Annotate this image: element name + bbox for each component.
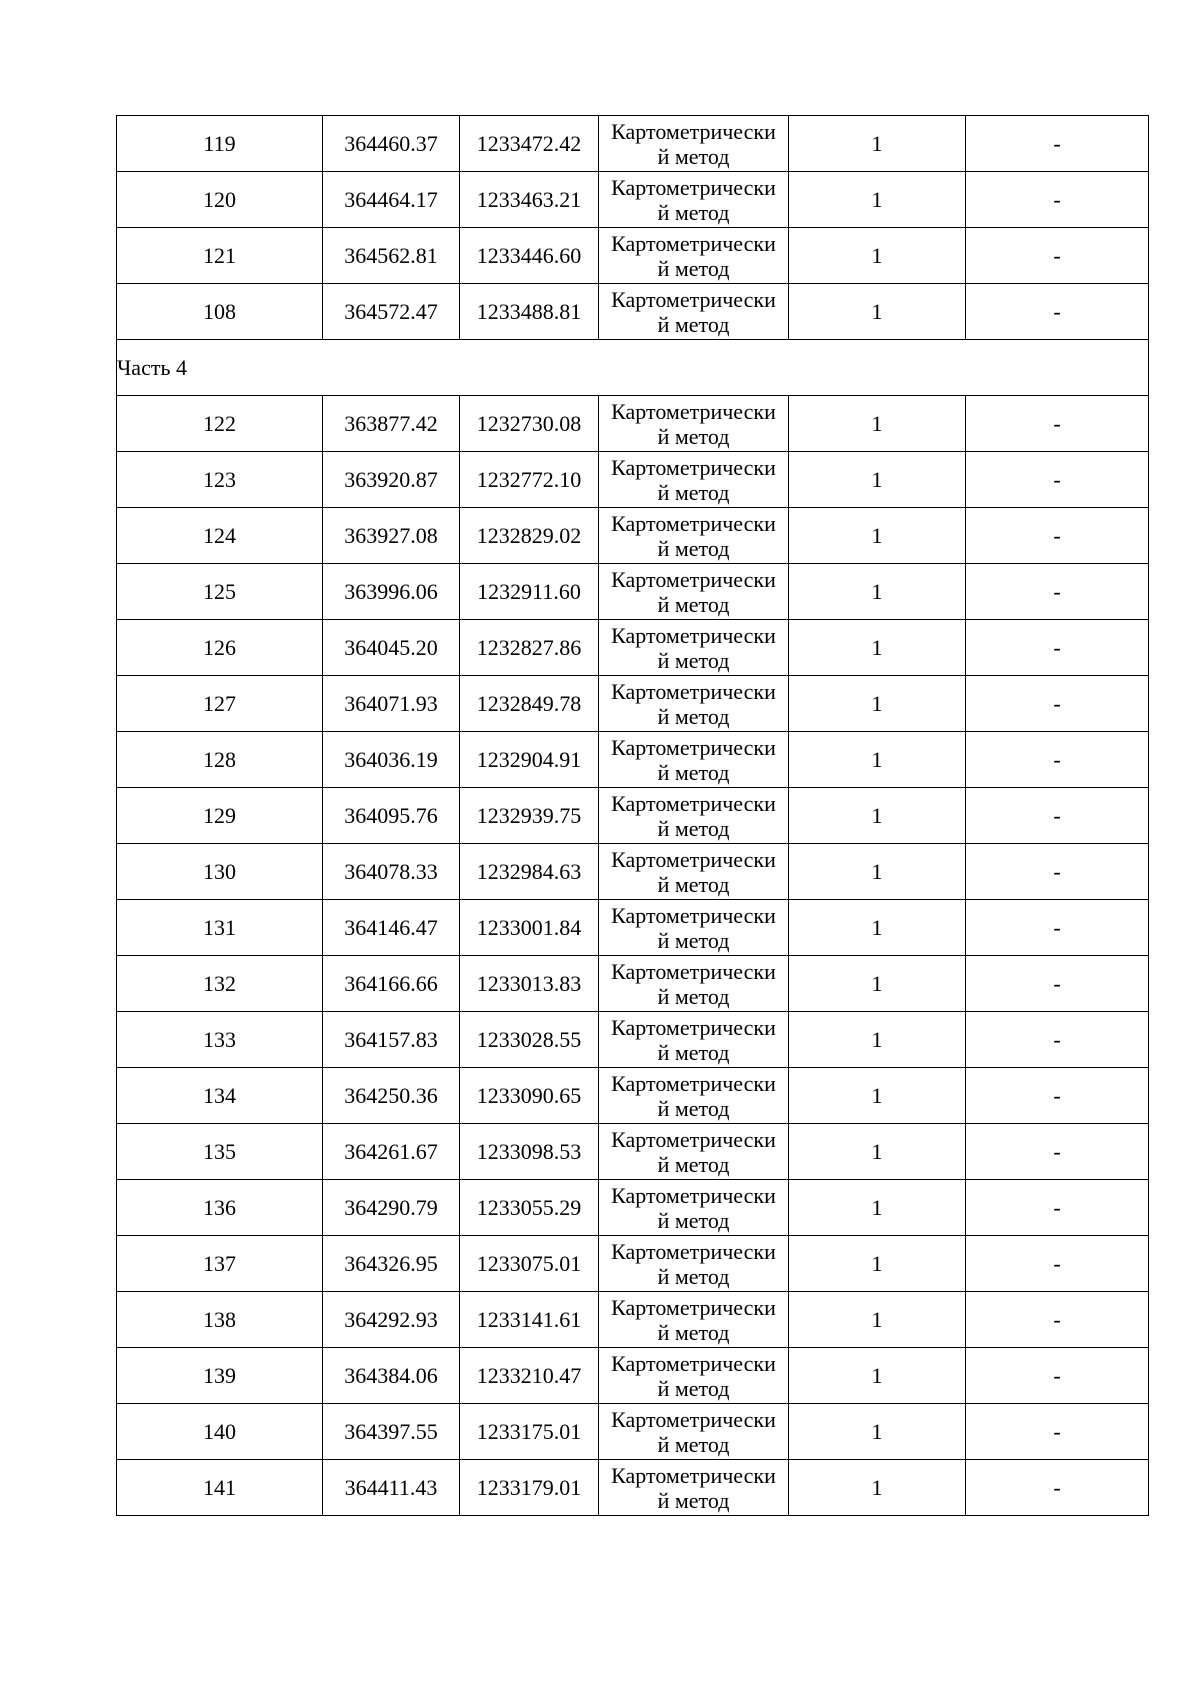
table-row (117, 228, 1149, 284)
method-cell (599, 900, 789, 956)
method-cell (599, 1012, 789, 1068)
description-cell: - (966, 732, 1149, 788)
table-row (117, 900, 1149, 956)
table-row (117, 732, 1149, 788)
y-coordinate-cell: 1233141.61 (460, 1292, 599, 1348)
table-row (117, 1180, 1149, 1236)
accuracy-cell: 1 (789, 1404, 966, 1460)
method-line-1: Картометрически (611, 734, 776, 760)
description-cell: - (966, 396, 1149, 452)
y-coordinate-cell: 1233075.01 (460, 1236, 599, 1292)
method-cell (599, 452, 789, 508)
table-row (117, 1292, 1149, 1348)
method-line-1: Картометрически (611, 1406, 776, 1432)
point-number-cell: 136 (117, 1180, 323, 1236)
accuracy-cell: 1 (789, 564, 966, 620)
method-cell (599, 172, 789, 228)
point-number-cell: 134 (117, 1068, 323, 1124)
x-coordinate-cell: 364078.33 (323, 844, 460, 900)
point-number-cell: 130 (117, 844, 323, 900)
accuracy-cell: 1 (789, 1460, 966, 1516)
method-cell (599, 1460, 789, 1516)
part-label: Часть 4 (117, 340, 1149, 396)
description-cell: - (966, 1292, 1149, 1348)
accuracy-cell: 1 (789, 116, 966, 172)
method-cell (599, 620, 789, 676)
y-coordinate-cell: 1232939.75 (460, 788, 599, 844)
x-coordinate-cell: 363927.08 (323, 508, 460, 564)
method-line-2: й метод (657, 535, 730, 561)
accuracy-cell: 1 (789, 956, 966, 1012)
accuracy-cell: 1 (789, 1348, 966, 1404)
x-coordinate-cell: 364326.95 (323, 1236, 460, 1292)
x-coordinate-cell: 363920.87 (323, 452, 460, 508)
x-coordinate-cell: 364250.36 (323, 1068, 460, 1124)
x-coordinate-cell: 364045.20 (323, 620, 460, 676)
description-cell: - (966, 228, 1149, 284)
method-cell (599, 1124, 789, 1180)
accuracy-cell: 1 (789, 620, 966, 676)
y-coordinate-cell: 1233446.60 (460, 228, 599, 284)
description-cell: - (966, 900, 1149, 956)
method-line-1: Картометрически (611, 846, 776, 872)
method-cell (599, 956, 789, 1012)
method-line-2: й метод (657, 1151, 730, 1177)
method-line-2: й метод (657, 1039, 730, 1065)
y-coordinate-cell: 1232984.63 (460, 844, 599, 900)
accuracy-cell: 1 (789, 1292, 966, 1348)
y-coordinate-cell: 1233463.21 (460, 172, 599, 228)
method-line-2: й метод (657, 871, 730, 897)
description-cell: - (966, 1068, 1149, 1124)
x-coordinate-cell: 364166.66 (323, 956, 460, 1012)
accuracy-cell: 1 (789, 1236, 966, 1292)
method-cell (599, 396, 789, 452)
method-line-2: й метод (657, 759, 730, 785)
point-number-cell: 132 (117, 956, 323, 1012)
point-number-cell: 141 (117, 1460, 323, 1516)
table-row (117, 1348, 1149, 1404)
x-coordinate-cell: 363996.06 (323, 564, 460, 620)
coordinates-table-body (117, 116, 1149, 1516)
method-line-1: Картометрически (611, 790, 776, 816)
y-coordinate-cell: 1233028.55 (460, 1012, 599, 1068)
y-coordinate-cell: 1233013.83 (460, 956, 599, 1012)
x-coordinate-cell: 364464.17 (323, 172, 460, 228)
method-line-2: й метод (657, 703, 730, 729)
table-row (117, 620, 1149, 676)
y-coordinate-cell: 1233055.29 (460, 1180, 599, 1236)
method-line-2: й метод (657, 815, 730, 841)
method-line-2: й метод (657, 983, 730, 1009)
x-coordinate-cell: 364036.19 (323, 732, 460, 788)
method-line-2: й метод (657, 591, 730, 617)
description-cell: - (966, 620, 1149, 676)
method-line-2: й метод (657, 1487, 730, 1513)
description-cell: - (966, 1124, 1149, 1180)
accuracy-cell: 1 (789, 284, 966, 340)
point-number-cell: 108 (117, 284, 323, 340)
method-line-1: Картометрически (611, 1070, 776, 1096)
y-coordinate-cell: 1233001.84 (460, 900, 599, 956)
y-coordinate-cell: 1233488.81 (460, 284, 599, 340)
method-cell (599, 732, 789, 788)
table-row (117, 788, 1149, 844)
point-number-cell: 120 (117, 172, 323, 228)
description-cell: - (966, 508, 1149, 564)
part-header-row (117, 340, 1149, 396)
description-cell: - (966, 1236, 1149, 1292)
y-coordinate-cell: 1232904.91 (460, 732, 599, 788)
method-cell (599, 1292, 789, 1348)
method-line-1: Картометрически (611, 230, 776, 256)
accuracy-cell: 1 (789, 844, 966, 900)
point-number-cell: 126 (117, 620, 323, 676)
method-cell (599, 844, 789, 900)
point-number-cell: 124 (117, 508, 323, 564)
x-coordinate-cell: 364562.81 (323, 228, 460, 284)
accuracy-cell: 1 (789, 900, 966, 956)
method-line-1: Картометрически (611, 1350, 776, 1376)
point-number-cell: 135 (117, 1124, 323, 1180)
description-cell: - (966, 844, 1149, 900)
point-number-cell: 137 (117, 1236, 323, 1292)
description-cell: - (966, 1180, 1149, 1236)
point-number-cell: 139 (117, 1348, 323, 1404)
point-number-cell: 129 (117, 788, 323, 844)
table-row (117, 508, 1149, 564)
method-cell (599, 228, 789, 284)
method-cell (599, 1348, 789, 1404)
point-number-cell: 131 (117, 900, 323, 956)
method-cell (599, 788, 789, 844)
table-row (117, 844, 1149, 900)
method-cell (599, 676, 789, 732)
method-line-1: Картометрически (611, 902, 776, 928)
table-row (117, 116, 1149, 172)
method-line-1: Картометрически (611, 1182, 776, 1208)
table-row (117, 1124, 1149, 1180)
method-cell (599, 1068, 789, 1124)
description-cell: - (966, 1012, 1149, 1068)
method-cell (599, 564, 789, 620)
y-coordinate-cell: 1233179.01 (460, 1460, 599, 1516)
description-cell: - (966, 1460, 1149, 1516)
table-row (117, 956, 1149, 1012)
method-line-1: Картометрически (611, 622, 776, 648)
x-coordinate-cell: 364460.37 (323, 116, 460, 172)
y-coordinate-cell: 1232730.08 (460, 396, 599, 452)
coordinates-table (116, 115, 1149, 1516)
document-page (116, 115, 1148, 1516)
method-line-2: й метод (657, 1095, 730, 1121)
y-coordinate-cell: 1232911.60 (460, 564, 599, 620)
method-line-2: й метод (657, 1431, 730, 1457)
table-row (117, 1404, 1149, 1460)
description-cell: - (966, 956, 1149, 1012)
x-coordinate-cell: 364384.06 (323, 1348, 460, 1404)
table-row (117, 1460, 1149, 1516)
method-line-2: й метод (657, 311, 730, 337)
x-coordinate-cell: 364071.93 (323, 676, 460, 732)
x-coordinate-cell: 364146.47 (323, 900, 460, 956)
method-line-2: й метод (657, 1207, 730, 1233)
y-coordinate-cell: 1232829.02 (460, 508, 599, 564)
accuracy-cell: 1 (789, 732, 966, 788)
method-line-1: Картометрически (611, 566, 776, 592)
table-row (117, 676, 1149, 732)
method-line-2: й метод (657, 199, 730, 225)
point-number-cell: 122 (117, 396, 323, 452)
method-line-2: й метод (657, 647, 730, 673)
method-line-2: й метод (657, 423, 730, 449)
table-row (117, 564, 1149, 620)
table-row (117, 452, 1149, 508)
point-number-cell: 121 (117, 228, 323, 284)
table-row (117, 284, 1149, 340)
method-line-1: Картометрически (611, 678, 776, 704)
y-coordinate-cell: 1233098.53 (460, 1124, 599, 1180)
description-cell: - (966, 116, 1149, 172)
method-line-2: й метод (657, 927, 730, 953)
method-cell (599, 1404, 789, 1460)
x-coordinate-cell: 364157.83 (323, 1012, 460, 1068)
x-coordinate-cell: 364095.76 (323, 788, 460, 844)
x-coordinate-cell: 364292.93 (323, 1292, 460, 1348)
x-coordinate-cell: 364397.55 (323, 1404, 460, 1460)
x-coordinate-cell: 364261.67 (323, 1124, 460, 1180)
point-number-cell: 127 (117, 676, 323, 732)
method-line-2: й метод (657, 1319, 730, 1345)
method-line-2: й метод (657, 1375, 730, 1401)
method-line-1: Картометрически (611, 1238, 776, 1264)
accuracy-cell: 1 (789, 1180, 966, 1236)
table-row (117, 1236, 1149, 1292)
method-line-2: й метод (657, 479, 730, 505)
table-row (117, 1068, 1149, 1124)
x-coordinate-cell: 364411.43 (323, 1460, 460, 1516)
method-line-1: Картометрически (611, 510, 776, 536)
table-row (117, 396, 1149, 452)
description-cell: - (966, 564, 1149, 620)
method-line-1: Картометрически (611, 286, 776, 312)
point-number-cell: 128 (117, 732, 323, 788)
method-line-1: Картометрически (611, 454, 776, 480)
accuracy-cell: 1 (789, 508, 966, 564)
point-number-cell: 125 (117, 564, 323, 620)
y-coordinate-cell: 1233090.65 (460, 1068, 599, 1124)
description-cell: - (966, 172, 1149, 228)
x-coordinate-cell: 364572.47 (323, 284, 460, 340)
y-coordinate-cell: 1233175.01 (460, 1404, 599, 1460)
point-number-cell: 119 (117, 116, 323, 172)
description-cell: - (966, 676, 1149, 732)
method-cell (599, 1236, 789, 1292)
method-cell (599, 116, 789, 172)
accuracy-cell: 1 (789, 452, 966, 508)
method-line-1: Картометрически (611, 118, 776, 144)
y-coordinate-cell: 1232849.78 (460, 676, 599, 732)
accuracy-cell: 1 (789, 396, 966, 452)
method-line-1: Картометрически (611, 958, 776, 984)
method-cell (599, 284, 789, 340)
description-cell: - (966, 284, 1149, 340)
point-number-cell: 133 (117, 1012, 323, 1068)
y-coordinate-cell: 1233472.42 (460, 116, 599, 172)
accuracy-cell: 1 (789, 172, 966, 228)
method-line-2: й метод (657, 143, 730, 169)
method-line-1: Картометрически (611, 398, 776, 424)
description-cell: - (966, 1348, 1149, 1404)
method-line-2: й метод (657, 255, 730, 281)
y-coordinate-cell: 1232827.86 (460, 620, 599, 676)
description-cell: - (966, 452, 1149, 508)
y-coordinate-cell: 1233210.47 (460, 1348, 599, 1404)
method-line-1: Картометрически (611, 1294, 776, 1320)
point-number-cell: 123 (117, 452, 323, 508)
method-line-1: Картометрически (611, 1126, 776, 1152)
accuracy-cell: 1 (789, 228, 966, 284)
accuracy-cell: 1 (789, 788, 966, 844)
point-number-cell: 138 (117, 1292, 323, 1348)
accuracy-cell: 1 (789, 676, 966, 732)
description-cell: - (966, 1404, 1149, 1460)
point-number-cell: 140 (117, 1404, 323, 1460)
method-cell (599, 1180, 789, 1236)
y-coordinate-cell: 1232772.10 (460, 452, 599, 508)
method-line-2: й метод (657, 1263, 730, 1289)
table-row (117, 1012, 1149, 1068)
description-cell: - (966, 788, 1149, 844)
method-line-1: Картометрически (611, 1014, 776, 1040)
accuracy-cell: 1 (789, 1124, 966, 1180)
x-coordinate-cell: 364290.79 (323, 1180, 460, 1236)
method-cell (599, 508, 789, 564)
x-coordinate-cell: 363877.42 (323, 396, 460, 452)
accuracy-cell: 1 (789, 1068, 966, 1124)
method-line-1: Картометрически (611, 1462, 776, 1488)
method-line-1: Картометрически (611, 174, 776, 200)
accuracy-cell: 1 (789, 1012, 966, 1068)
table-row (117, 172, 1149, 228)
